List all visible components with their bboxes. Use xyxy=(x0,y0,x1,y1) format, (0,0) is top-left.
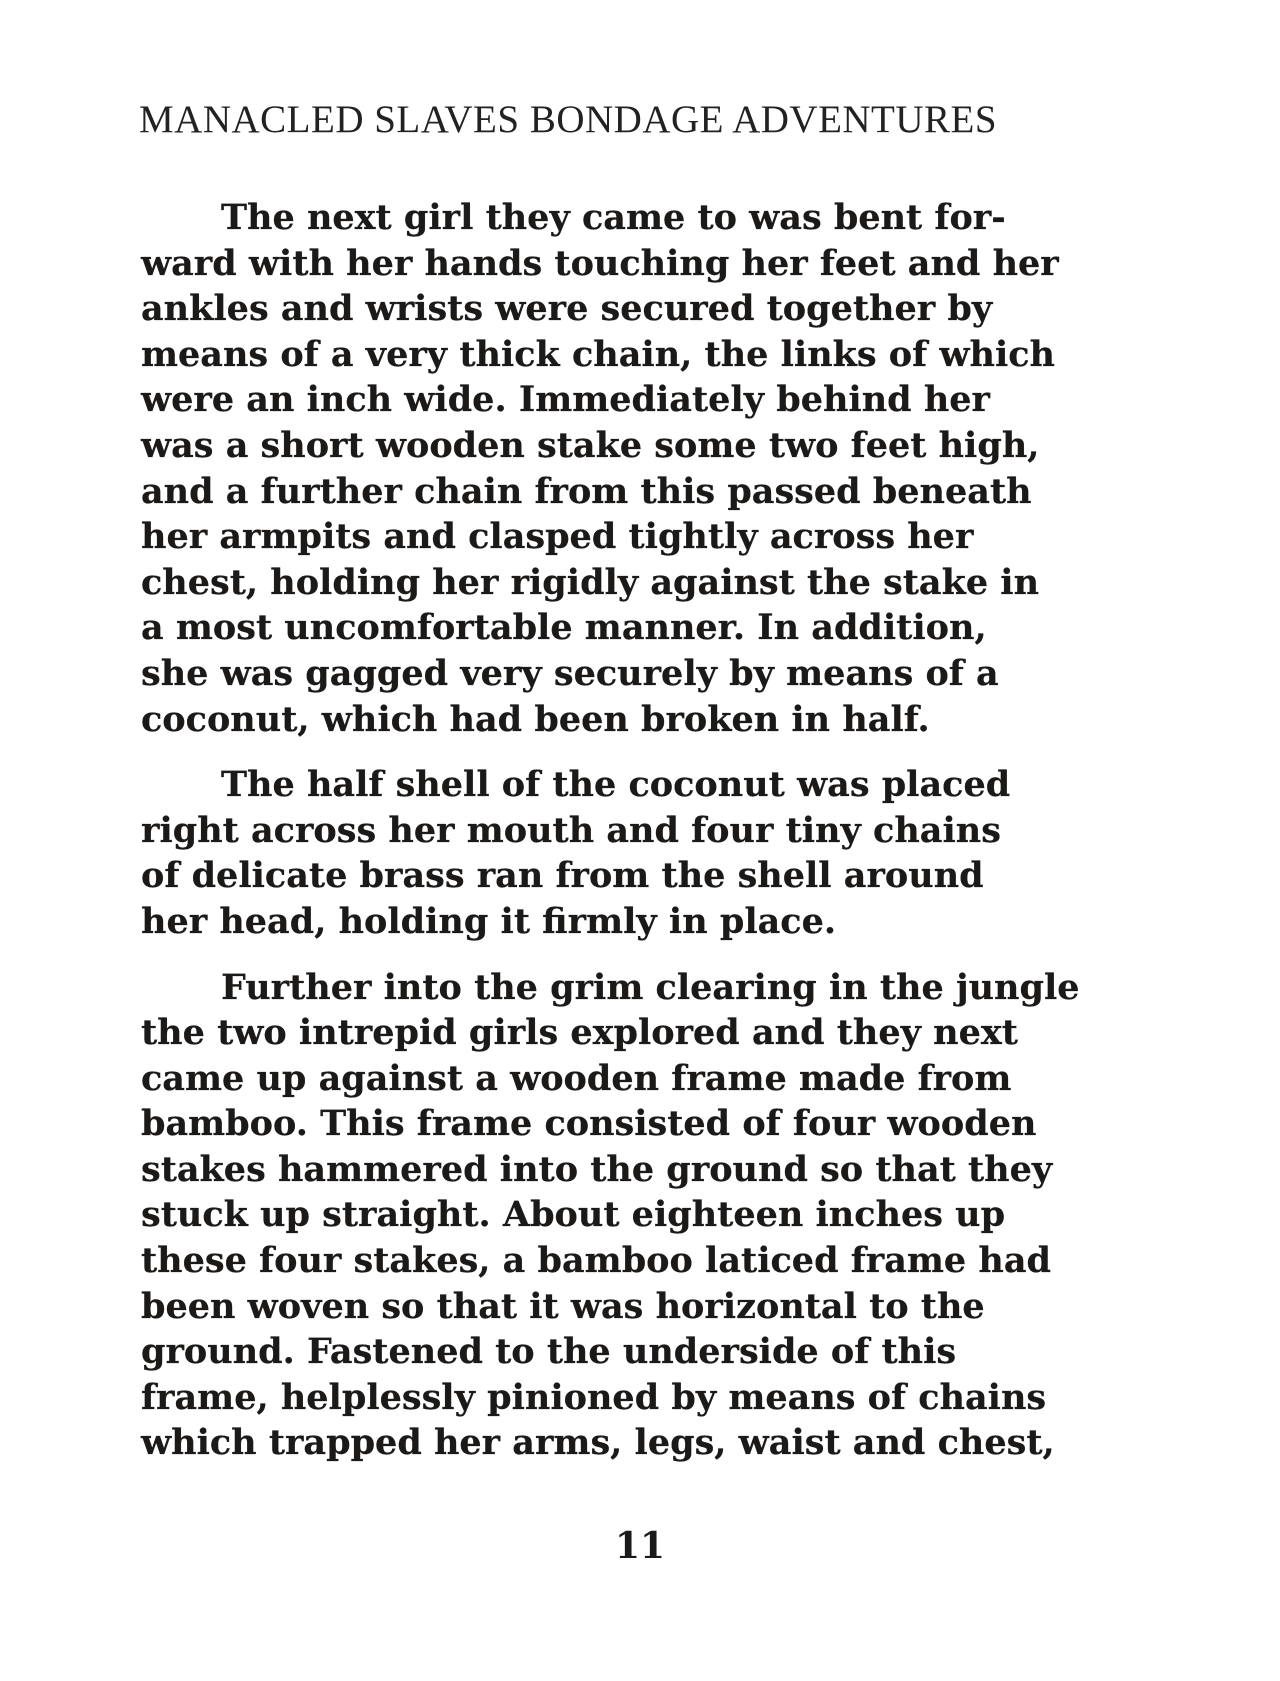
text-line: Further into the grim clearing in the jungle xyxy=(221,966,1080,1008)
text-line: these four stakes, a bamboo laticed frame had xyxy=(141,1240,1051,1282)
running-head: MANACLED SLAVES BONDAGE ADVENTURES xyxy=(139,98,998,141)
text-line: her armpits and clasped tightly across her xyxy=(141,516,974,558)
text-line: she was gagged very securely by means of a xyxy=(141,652,999,694)
paragraph xyxy=(141,965,1141,1467)
text-line: chest, holding her rigidly against the stake in xyxy=(141,561,1040,603)
text-line: The next girl they came to was bent for- xyxy=(221,197,1006,238)
text-line: coconut, which had been broken in half. xyxy=(141,698,930,740)
text-line: of delicate brass ran from the shell around xyxy=(141,855,984,897)
text-line: which trapped her arms, legs, waist and chest, xyxy=(141,1422,1055,1464)
text-line: means of a very thick chain, the links of which xyxy=(141,333,1055,375)
text-line: a most uncomfortable manner. In addition, xyxy=(141,607,987,649)
text-line: ward with her hands touching her feet and her xyxy=(141,242,1059,284)
text-line: was a short wooden stake some two feet high, xyxy=(141,424,1040,466)
text-line: bamboo. This frame consisted of four wooden xyxy=(141,1103,1037,1145)
text-line: her head, holding it firmly in place. xyxy=(141,900,837,942)
text-line: were an inch wide. Immediately behind her xyxy=(141,379,990,421)
text-line: stuck up straight. About eighteen inches up xyxy=(141,1194,1006,1236)
paragraph xyxy=(141,762,1141,944)
text-line: frame, helplessly pinioned by means of chains xyxy=(141,1376,1047,1418)
text-line: The half shell of the coconut was placed xyxy=(221,764,1011,806)
text-line: and a further chain from this passed beneath xyxy=(141,470,1032,512)
text-line: ground. Fastened to the underside of this xyxy=(141,1331,957,1373)
paragraph xyxy=(141,195,1141,742)
text-line: stakes hammered into the ground so that they xyxy=(141,1148,1053,1190)
text-line: right across her mouth and four tiny chains xyxy=(141,809,1001,851)
text-line: ankles and wrists were secured together by xyxy=(141,288,993,330)
body-text xyxy=(141,195,1141,1486)
text-line: came up against a wooden frame made from xyxy=(141,1057,1012,1099)
page-number: 11 xyxy=(614,1525,666,1567)
text-line: the two intrepid girls explored and they next xyxy=(141,1012,1018,1054)
text-line: been woven so that it was horizontal to the xyxy=(141,1285,985,1327)
